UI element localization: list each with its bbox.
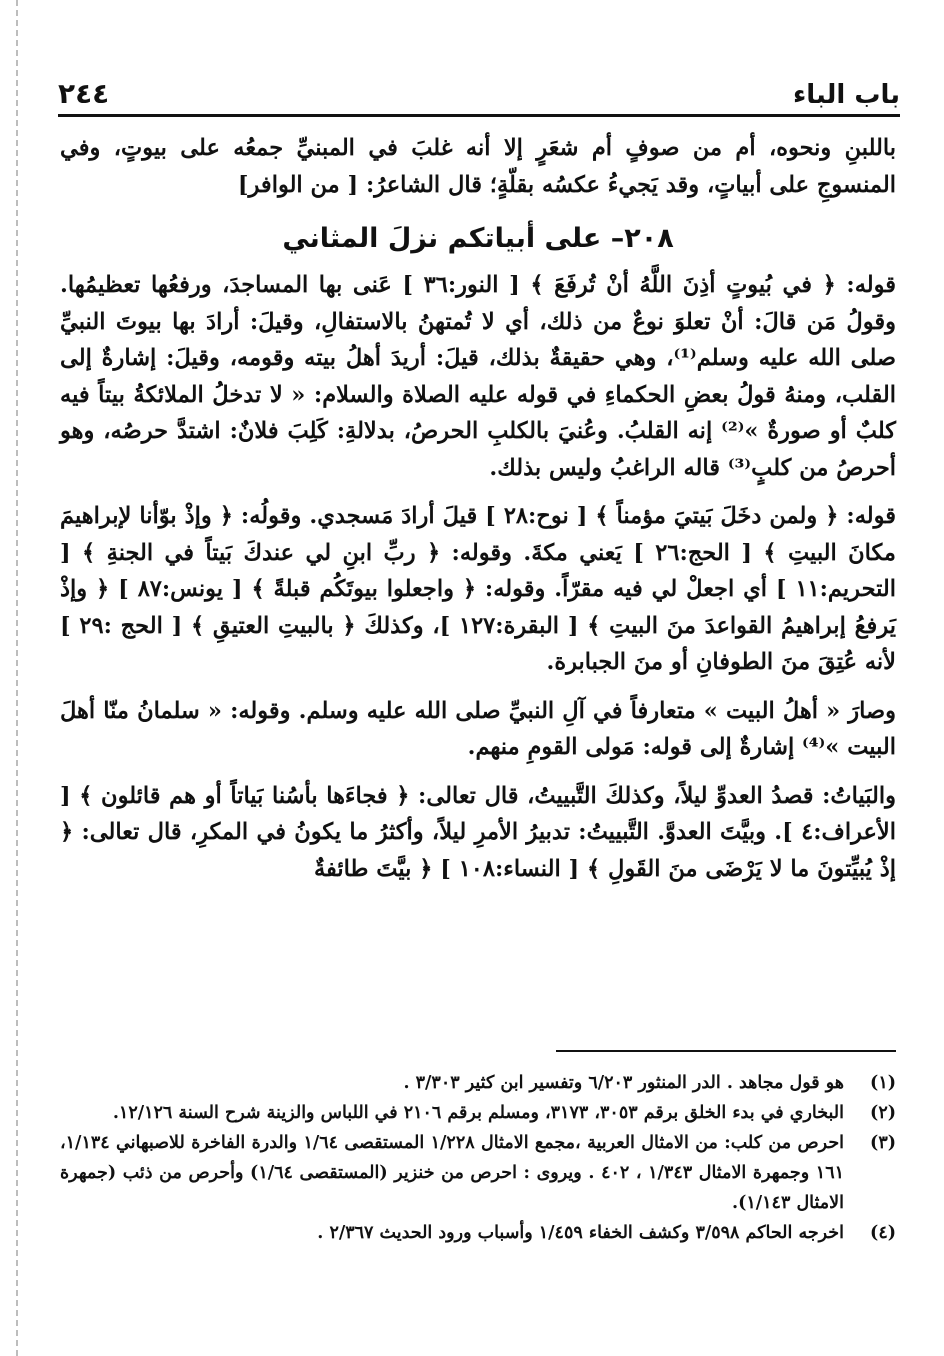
intro-paragraph: باللبنِ ونحوه، أم من صوفٍ أم شعَرٍ إلا أنه غلبَ في المبنيِّ جمعُه على بيوتٍ، وفي المنسوجِ على أبياتٍ، وقد يَجيءُ عكسُه بقلّةٍ؛ قال الشاعرُ: [ من الوافر]	[60, 135, 896, 198]
footnote	[60, 1128, 896, 1218]
running-head	[58, 64, 900, 110]
footnote	[60, 1218, 896, 1248]
page-number: ٢٤٤	[58, 77, 110, 110]
footnotes	[60, 1068, 896, 1248]
footnote-number: (٤)	[870, 1223, 896, 1243]
main-text	[60, 130, 896, 899]
paragraph-4: والبَياتُ: قصدُ العدوِّ ليلاً، وكذلكَ التَّبييتُ، قال تعالى: ﴿ فجاءَها بأسُنا بَياتاً أو هم قائلون ﴾ [ الأعراف:٤ ]. وبيَّتَ العدوَّ. التَّبييتُ: تدبيرُ الأمرِ ليلاً، وأكثرُ ما يكونُ في المكرِ، قال تعالى: ﴿ إذْ يُبيِّتونَ ما لا يَرْضَى منَ القَولِ ﴾ [ النساء:١٠٨ ] ﴿ بيَّتَ طائفةٌ	[60, 782, 896, 882]
footnote-number: (١)	[870, 1073, 896, 1093]
footnote	[60, 1098, 896, 1128]
header-rule	[58, 114, 900, 117]
footnote-text: البخاري في بدء الخلق برقم ٣٠٥٣، ٣١٧٣، ومسلم برقم ٢١٠٦ في اللباس والزينة شرح السنة ١٢/١٢٦.	[112, 1103, 844, 1123]
paragraph-2: قوله: ﴿ ولمن دخَلَ بَيتيَ مؤمناً ﴾ [ نوح:٢٨ ] قيلَ أرادَ مَسجدي. وقولُه: ﴿ وإذْ بوّأنا لإبراهيمَ مكانَ البيتِ ﴾ [ الحج:٢٦ ] يَعني مكةَ. وقوله: ﴿ ربِّ ابنِ لي عندكَ بَيتاً في الجنةِ ﴾ [ التحريم:١١ ] أي اجعلْ لي فيه مقرّاً. وقوله: ﴿ واجعلوا بيوتَكُم قبلةً ﴾ [ يونس:٨٧ ] ﴿ وإذْ يَرفعُ إبراهيمُ القواعدَ منَ البيتِ ﴾ [ البقرة:١٢٧ ]، وكذلكَ ﴿ بالبيتِ العتيقِ ﴾ [ الحج :٢٩ ] لأنه عُتِقَ منَ الطوفانِ أو منَ الجبابرة.	[60, 503, 897, 675]
page-binding-edge	[16, 0, 18, 1356]
footnote-text: هو قول مجاهد . الدر المنثور ٦/٢٠٣ وتفسير ابن كثير ٣/٣٠٣ .	[403, 1073, 844, 1093]
paragraph-3: وصارَ « أهلُ البيت » متعارفاً في آلِ النبيِّ صلى الله عليه وسلم. وقوله: « سلمانُ منّا أهلَ البيت »⁽⁴⁾ إشارةٌ إلى قوله: مَولى القومِ منهم.	[60, 697, 896, 760]
footnote-text: احرص من كلب: من الامثال العربية ،مجمع الامثال ١/٢٢٨ المستقصى ١/٦٤ والدرة الفاخرة للاصبهاني ١/١٣٤، ١٦١ وجمهرة الامثال ١/٣٤٣ ، ٤٠٢ . ويروى : احرص من خنزير (المستقصى ١/٦٤) وأحرص من ذئب (جمهرة الامثال ١/١٤٣).	[60, 1133, 844, 1213]
paragraph-1: قوله: ﴿ في بُيوتٍ أذِنَ اللَّهُ أنْ تُرفَعَ ﴾ [ النور:٣٦ ] عَنى بها المساجدَ، ورفعُها تعظيمُها. وقولُ مَن قالَ: أنْ تعلوَ نوعٌ من ذلك، أي لا تُمتهنُ بالاستفالِ، وقيلَ: أرادَ بها بيوتَ النبيِّ صلى الله عليه وسلم⁽¹⁾، وهي حقيقةٌ بذلك، قيلَ: أريدَ أهلُ بيته وقومه، وقيلَ: إشارةٌ إلى القلب، ومنهُ قولُ بعضِ الحكماءِ في قوله عليه الصلاة والسلام: « لا تدخلُ الملائكةُ بيتاً فيه كلبٌ أو صورةٌ »⁽²⁾ إنه القلبُ. وعُنيَ بالكلبِ الحرصُ، بدلالةِ: كَلِبَ فلانٌ: اشتدَّ حرصُه، وهو أحرصُ من كلبٍ⁽³⁾ قاله الراغبُ وليس بذلك.	[60, 272, 897, 481]
footnote-text: اخرجه الحاكم ٣/٥٩٨ وكشف الخفاء ١/٤٥٩ وأسباب ورود الحديث ٢/٣٦٧ .	[317, 1223, 844, 1243]
chapter-title: باب الباء	[792, 80, 900, 110]
section-heading: ٢٠٨– على أبياتكم نزلَ المثاني	[282, 223, 674, 254]
footnote-number: (٢)	[870, 1103, 896, 1123]
footnote	[60, 1068, 896, 1098]
footnote-rule	[556, 1050, 896, 1052]
footnote-number: (٣)	[870, 1133, 896, 1153]
